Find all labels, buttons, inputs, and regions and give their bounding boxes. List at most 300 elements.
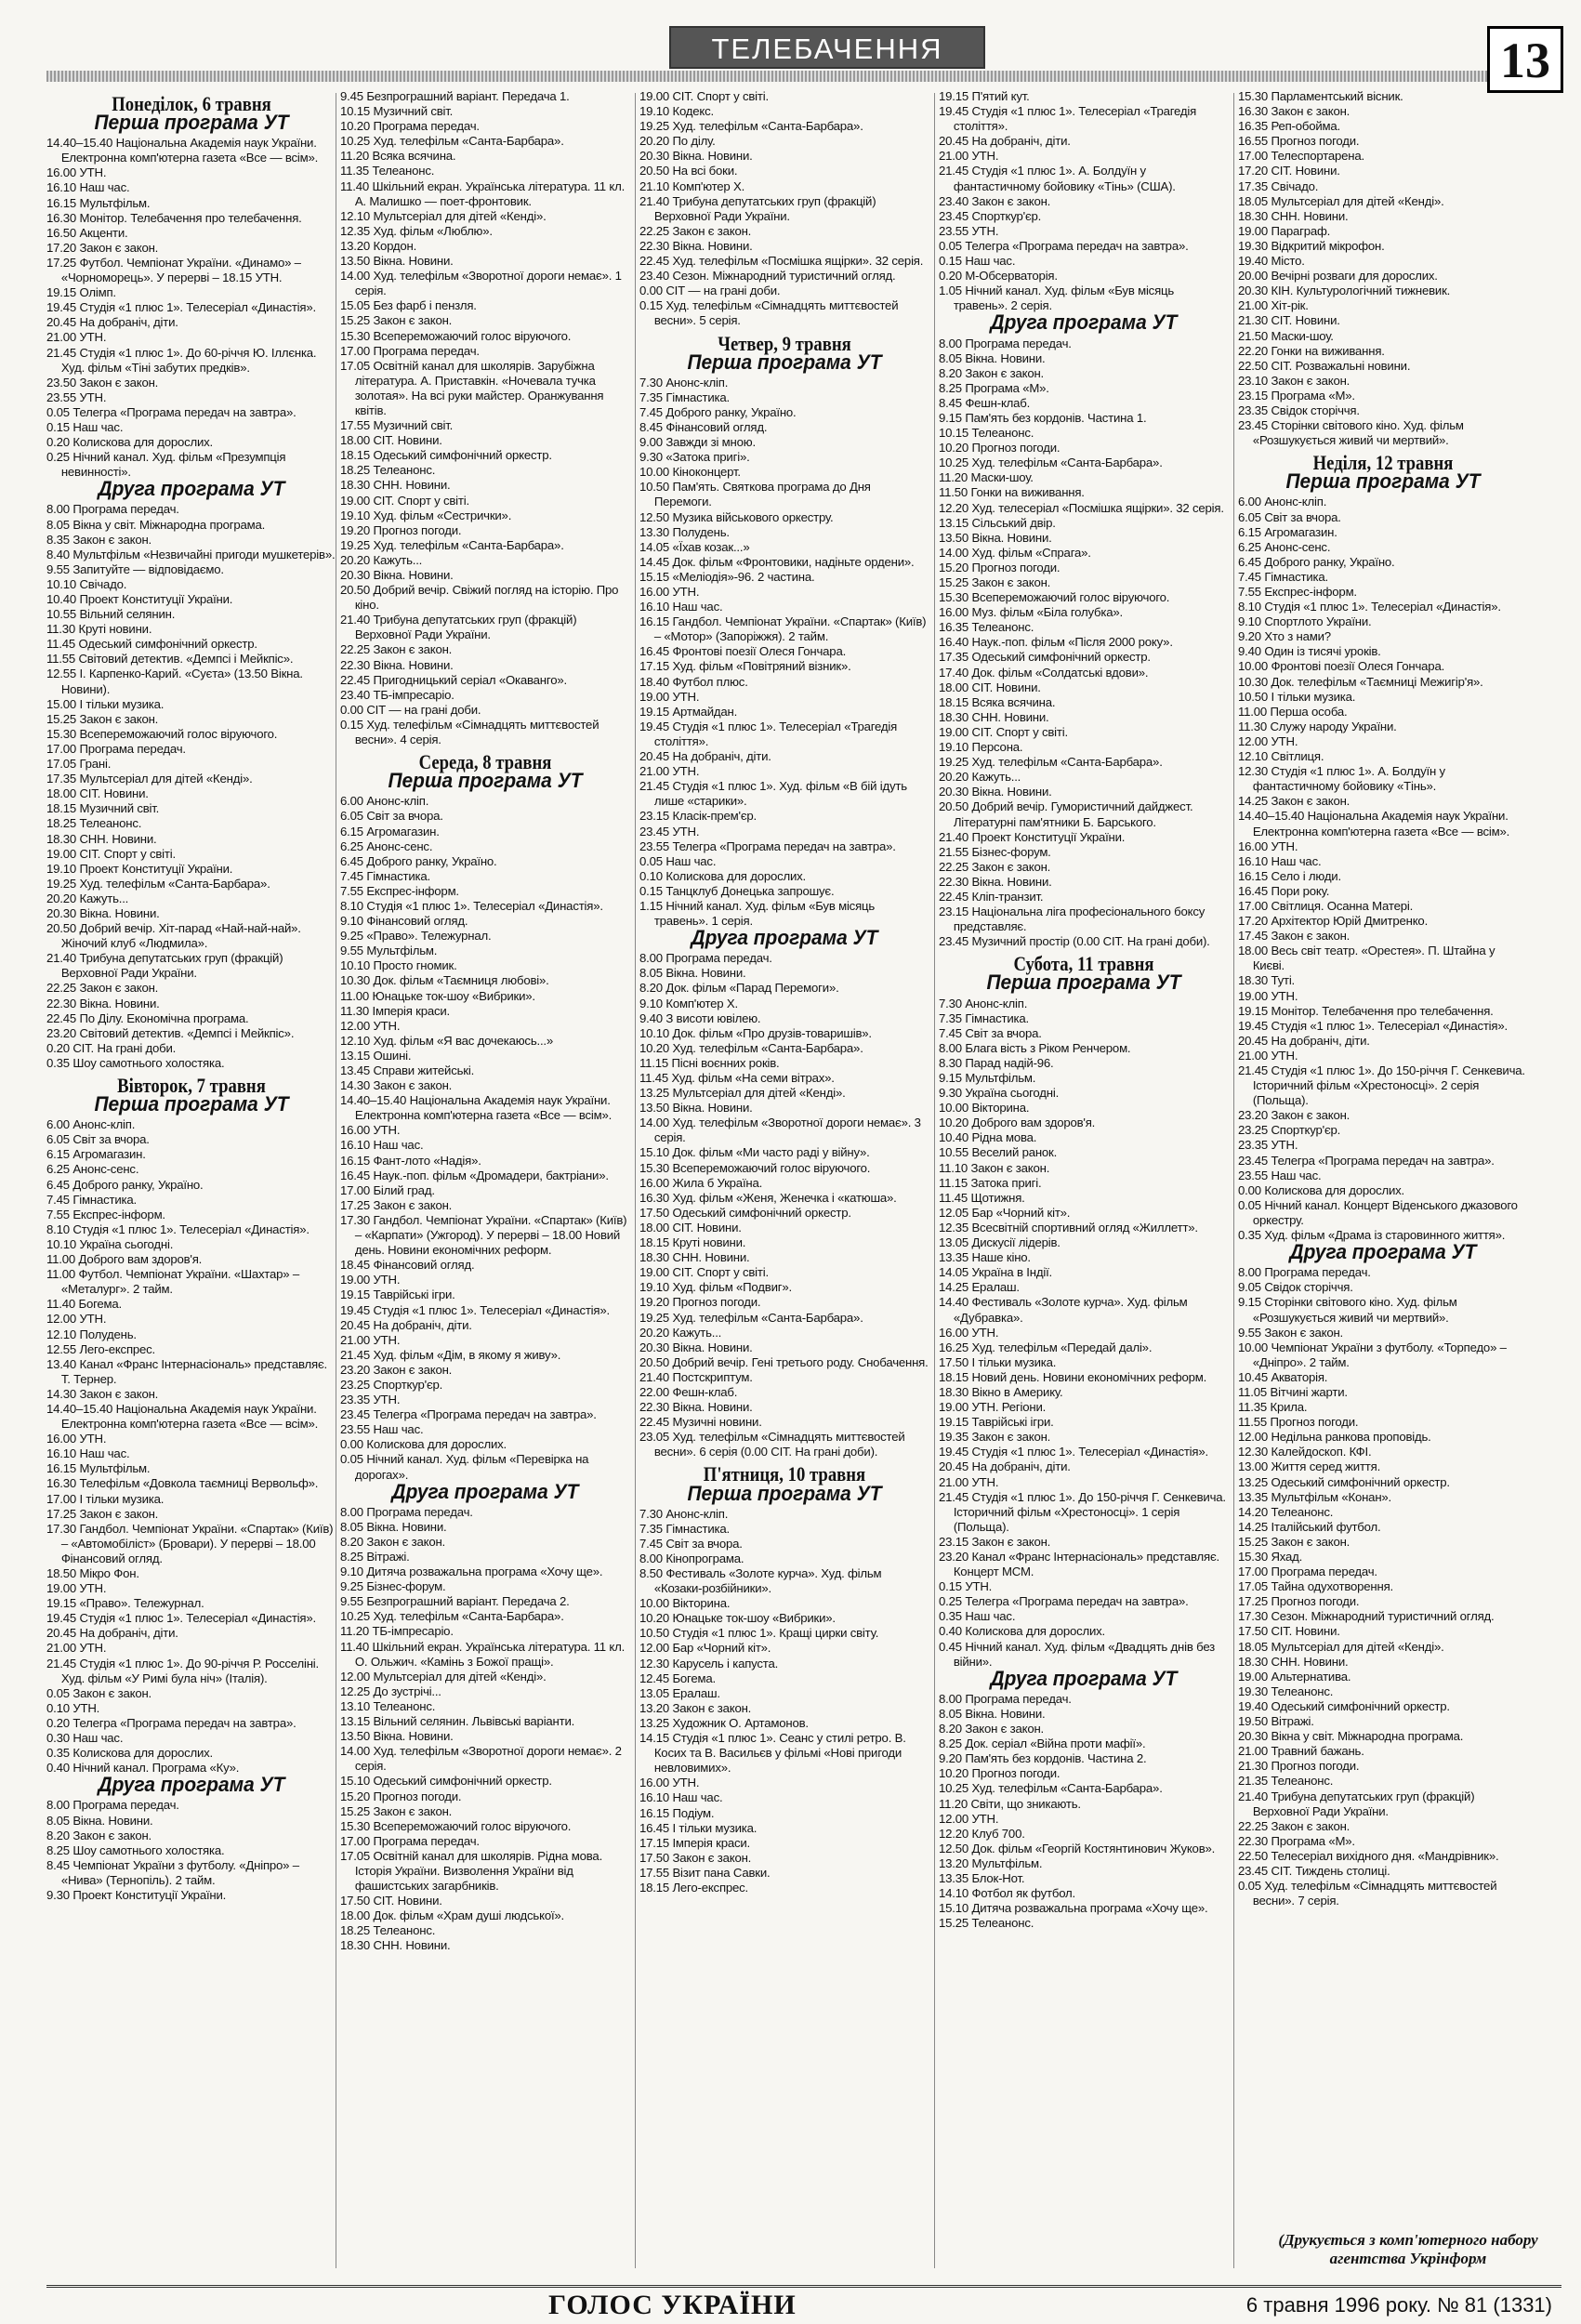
schedule-item: 0.35 Наш час. [939, 1609, 1016, 1624]
schedule-item: 21.00 УТН. [340, 1332, 401, 1347]
schedule-item: 23.20 Світовий детектив. «Демпсі і Мейкпіс». [46, 1025, 295, 1040]
schedule-item: 19.15 Олімп. [46, 285, 116, 300]
schedule-item: 23.15 Програма «М». [1238, 388, 1355, 403]
schedule-item: 23.45 СІТ. Тиждень столиці. [1238, 1863, 1390, 1878]
schedule-item: 16.40 Наук.-поп. фільм «Після 2000 року». [939, 635, 1173, 650]
schedule-item: 12.50 Музика військового оркестру. [639, 509, 834, 524]
schedule-item: 21.00 Хіт-рік. [1238, 298, 1309, 313]
schedule-item: 1.15 Нічний канал. Худ. фільм «Був місяць травень». 1 серія. [639, 898, 876, 929]
schedule-item: 10.10 Просто гномик. [340, 958, 457, 973]
schedule-item: 1.05 Нічний канал. Худ. фільм «Був місяць травень». 2 серія. [939, 284, 1175, 313]
schedule-item: 21.30 СІТ. Новини. [1238, 313, 1340, 328]
schedule-item: 10.50 Студія «1 плюс 1». Кращі цирки світу. [639, 1626, 879, 1641]
schedule-item: 0.10 УТН. [46, 1700, 100, 1715]
schedule-item: 18.30 СНН. Новини. [340, 1938, 451, 1953]
schedule-item: 10.00 Вікторина. [639, 1596, 731, 1611]
schedule-item: 13.00 Життя серед життя. [1238, 1459, 1381, 1474]
schedule-item: 20.50 На всі боки. [639, 164, 738, 178]
schedule-item: 8.00 Програма передач. [939, 1691, 1072, 1706]
schedule-item: 23.45 Сторінки світового кіно. Худ. фільм «Розшукується живий чи мертвий». [1238, 418, 1464, 448]
schedule-item: 8.45 Фінансовий огляд. [639, 419, 768, 434]
schedule-item: 9.30 Проект Конституції України. [46, 1887, 227, 1902]
schedule-item: 0.20 Колискова для дорослих. [46, 435, 214, 450]
schedule-item: 19.00 СІТ. Спорт у світі. [46, 846, 176, 861]
schedule-item: 16.30 Закон є закон. [1238, 104, 1350, 119]
schedule-item: 9.25 Бізнес-форум. [340, 1579, 446, 1594]
channel-heading: Перша програма УТ [986, 971, 1181, 995]
schedule-item: 15.25 Закон є закон. [939, 575, 1051, 589]
schedule-item: 6.00 Анонс-кліп. [46, 1117, 136, 1132]
schedule-item: 9.55 Безпрограшний варіант. Передача 2. [340, 1594, 570, 1609]
schedule-item: 18.30 СНН. Новини. [1238, 1654, 1349, 1669]
schedule-item: 10.25 Худ. телефільм «Санта-Барбара». [939, 1781, 1163, 1796]
schedule-item: 18.00 СІТ. Новини. [340, 433, 442, 448]
schedule-item: 0.25 Телегра «Програма передач на завтра». [939, 1594, 1189, 1609]
schedule-item: 15.10 Док. фільм «Ми часто раді у війну». [639, 1145, 870, 1160]
schedule-item: 10.15 Телеанонс. [939, 426, 1034, 441]
schedule-item: 15.25 Закон є закон. [46, 711, 159, 726]
schedule-item: 19.40 Одеський симфонічний оркестр. [1238, 1698, 1450, 1713]
schedule-item: 19.35 Закон є закон. [939, 1430, 1051, 1445]
schedule-item: 22.30 Вікна. Новини. [46, 996, 160, 1010]
schedule-item: 14.00 Худ. телефільм «Зворотної дороги немає». 1 серія. [340, 269, 622, 298]
schedule-item: 23.55 Наш час. [1238, 1168, 1322, 1182]
schedule-item: 8.05 Вікна у світ. Міжнародна програма. [46, 517, 266, 532]
schedule-item: 10.15 Музичний світ. [340, 104, 454, 119]
schedule-item: 23.50 Закон є закон. [46, 375, 159, 390]
schedule-item: 0.30 Наш час. [46, 1731, 124, 1746]
schedule-item: 17.20 СІТ. Новини. [1238, 164, 1340, 178]
schedule-item: 10.50 І тільки музика. [1238, 689, 1356, 704]
schedule-item: 19.25 Худ. телефільм «Санта-Барбара». [639, 1310, 863, 1325]
schedule-item: 17.00 Програма передач. [340, 1833, 480, 1848]
schedule-item: 21.00 УТН. [939, 1474, 999, 1489]
schedule-item: 7.30 Анонс-кліп. [639, 1506, 729, 1521]
schedule-item: 19.30 Відкритий мікрофон. [1238, 238, 1385, 253]
schedule-item: 18.25 Телеанонс. [340, 1923, 436, 1938]
schedule-item: 10.55 Веселий ранок. [939, 1145, 1058, 1160]
schedule-item: 22.30 Вікна. Новини. [939, 874, 1052, 889]
schedule-item: 6.05 Світ за вчора. [46, 1132, 150, 1147]
schedule-item: 13.35 Наше кіно. [939, 1250, 1031, 1265]
schedule-item: 17.30 Сезон. Міжнародний туристичний огляд. [1238, 1609, 1495, 1624]
schedule-item: 12.10 Мультсеріал для дітей «Кенді». [340, 208, 547, 223]
schedule-item: 22.50 СІТ. Розважальні новини. [1238, 358, 1411, 373]
schedule-item: 18.00 Док. фільм «Храм душі людської». [340, 1908, 565, 1923]
schedule-item: 16.00 УТН. [340, 1123, 401, 1138]
schedule-item: 22.20 Гонки на виживання. [1238, 343, 1385, 358]
schedule-item: 12.00 Мультсеріал для дітей «Кенді». [340, 1669, 547, 1684]
schedule-item: 0.45 Нічний канал. Худ. фільм «Двадцять днів без війни». [939, 1639, 1216, 1669]
schedule-item: 23.45 Телегра «Програма передач на завтра». [1238, 1153, 1495, 1168]
schedule-item: 22.50 Телесеріал вихідного дня. «Мандрівник». [1238, 1848, 1499, 1863]
schedule-item: 23.10 Закон є закон. [1238, 373, 1350, 388]
schedule-item: 20.20 Кажуть... [939, 770, 1021, 785]
schedule-item: 13.15 Ошині. [340, 1048, 412, 1063]
schedule-item: 20.30 Вікна. Новини. [939, 785, 1052, 799]
schedule-item: 9.10 Комп'ютер Х. [639, 996, 738, 1010]
schedule-item: 10.20 Худ. телефільм «Санта-Барбара». [639, 1040, 863, 1055]
schedule-item: 8.00 Програма передач. [1238, 1265, 1371, 1280]
schedule-item: 9.55 Закон є закон. [1238, 1325, 1344, 1340]
schedule-item: 10.45 Акваторія. [1238, 1369, 1328, 1384]
schedule-item: 8.00 Кінопрограма. [639, 1551, 744, 1565]
schedule-item: 12.30 Карусель і капуста. [639, 1656, 779, 1670]
schedule-item: 8.00 Програма передач. [639, 951, 772, 966]
schedule-item: 13.25 Художник О. Артамонов. [639, 1715, 809, 1730]
schedule-item: 0.15 Наш час. [46, 419, 124, 434]
schedule-item: 0.20 СІТ. На грані доби. [46, 1040, 177, 1055]
day-heading: Четвер, 9 травня [718, 331, 851, 355]
schedule-item: 16.55 Прогноз погоди. [1238, 134, 1360, 149]
schedule-item: 16.15 Село і люди. [1238, 868, 1341, 883]
schedule-item: 16.00 УТН. [939, 1325, 999, 1340]
schedule-item: 21.00 УТН. [1238, 1048, 1298, 1063]
schedule-item: 14.30 Закон є закон. [46, 1386, 159, 1401]
channel-heading: Друга програма УТ [98, 1773, 285, 1797]
schedule-item: 8.05 Вікна. Новини. [939, 1706, 1046, 1721]
schedule-item: 16.15 Фант-лото «Надія». [340, 1153, 481, 1168]
schedule-item: 12.55 Лего-експрес. [46, 1341, 156, 1356]
schedule-item: 6.15 Агромагазин. [1238, 524, 1337, 539]
schedule-item: 19.00 УТН. Регіони. [939, 1400, 1047, 1415]
schedule-item: 21.50 Маски-шоу. [1238, 328, 1334, 343]
schedule-item: 17.00 І тільки музика. [46, 1491, 165, 1506]
schedule-item: 17.00 Програма передач. [46, 741, 186, 756]
schedule-item: 11.45 Худ. фільм «На семи вітрах». [639, 1071, 835, 1085]
schedule-item: 16.45 Наук.-поп. фільм «Дромадери, бактріани». [340, 1168, 609, 1182]
schedule-item: 15.00 І тільки музика. [46, 696, 165, 711]
schedule-item: 0.05 Телегра «Програма передач на завтра». [46, 404, 296, 419]
schedule-item: 19.45 Студія «1 плюс 1». Телесеріал «Династія». [46, 1611, 316, 1626]
schedule-item: 15.30 Всепереможаючий голос віруючого. [340, 1818, 572, 1833]
schedule-item: 8.20 Закон є закон. [939, 365, 1045, 380]
schedule-item: 21.00 УТН. [46, 330, 107, 345]
schedule-item: 11.00 Футбол. Чемпіонат України. «Шахтар» – «Металург». 2 тайм. [46, 1267, 299, 1297]
schedule-item: 0.10 Колискова для дорослих. [639, 868, 807, 883]
schedule-item: 8.00 Програма передач. [939, 336, 1072, 350]
schedule-item: 16.00 УТН. [639, 1776, 700, 1790]
schedule-item: 7.55 Експрес-інформ. [340, 883, 459, 898]
schedule-item: 18.30 СНН. Новини. [46, 831, 157, 846]
schedule-item: 20.30 Вікна. Новини. [639, 1340, 753, 1354]
schedule-item: 21.45 Студія «1 плюс 1». До 150-річчя Г. Сенкевича. Історичний фільм «Хрестоносці». 2 серія (Польща). [1238, 1063, 1525, 1108]
column-divider [635, 93, 636, 2268]
schedule-item: 12.35 Всесвітній спортивний огляд «Жиллетт». [939, 1220, 1198, 1235]
schedule-item: 15.25 Закон є закон. [340, 313, 453, 328]
schedule-item: 10.30 Док. телефільм «Таємниці Межигір'я». [1238, 674, 1483, 689]
schedule-item: 16.35 Реп-обойма. [1238, 119, 1341, 134]
schedule-item: 8.00 Програма передач. [46, 502, 179, 517]
schedule-item: 14.40–15.40 Національна Академія наук України. Електронна комп'ютерна газета «Все — всім». [340, 1093, 613, 1123]
schedule-item: 23.40 Закон є закон. [939, 193, 1051, 208]
schedule-item: 14.00 Худ. телефільм «Зворотної дороги немає». 2 серія. [340, 1744, 622, 1774]
schedule-item: 19.45 Студія «1 плюс 1». Телесеріал «Династія». [46, 300, 316, 315]
schedule-item: 9.40 З висоти ювілею. [639, 1010, 761, 1025]
schedule-item: 15.20 Прогноз погоди. [340, 1789, 462, 1803]
schedule-item: 22.30 Програма «М». [1238, 1833, 1355, 1848]
schedule-item: 15.30 Всепереможаючий голос віруючого. [639, 1160, 871, 1175]
schedule-item: 9.05 Свідок сторіччя. [1238, 1280, 1353, 1295]
schedule-item: 19.10 Проект Конституції України. [46, 861, 233, 876]
schedule-item: 14.05 «Їхав козак...» [639, 539, 750, 554]
schedule-item: 16.45 Пори року. [1238, 883, 1330, 898]
page-number: 13 [1487, 26, 1563, 93]
schedule-item: 14.40–15.40 Національна Академія наук України. Електронна комп'ютерна газета «Все — всім». [1238, 809, 1510, 838]
schedule-item: 12.00 УТН. [340, 1018, 401, 1033]
schedule-item: 22.00 Фешн-клаб. [639, 1384, 738, 1399]
schedule-item: 23.15 Закон є закон. [939, 1534, 1051, 1549]
schedule-item: 16.50 Акценти. [46, 225, 128, 240]
schedule-item: 9.20 Пам'ять без кордонів. Частина 2. [939, 1751, 1147, 1766]
schedule-item: 11.40 Богема. [46, 1297, 122, 1312]
schedule-item: 11.15 Затока пригі. [939, 1175, 1042, 1190]
schedule-item: 17.20 Архітектор Юрій Дмитренко. [1238, 914, 1429, 929]
schedule-item: 0.40 Колискова для дорослих. [939, 1624, 1106, 1639]
schedule-item: 20.50 Добрий вечір. Свіжий погляд на історію. Про кіно. [340, 583, 619, 613]
schedule-item: 10.00 Кіноконцерт. [639, 465, 741, 480]
schedule-item: 17.50 І тільки музика. [939, 1354, 1057, 1369]
schedule-item: 11.20 ТБ-імпресаріо. [340, 1624, 454, 1639]
schedule-item: 18.30 СНН. Новини. [1238, 208, 1349, 223]
schedule-item: 17.35 Мультсеріал для дітей «Кенді». [46, 772, 253, 786]
schedule-item: 19.45 Студія «1 плюс 1». Телесеріал «Династія». [939, 1445, 1208, 1459]
schedule-item: 18.15 Круті новини. [639, 1235, 746, 1250]
day-heading: Середа, 8 травня [418, 750, 552, 774]
schedule-item: 19.00 УТН. [639, 689, 700, 704]
schedule-item: 23.45 Телегра «Програма передач на завтра». [340, 1407, 597, 1422]
schedule-item: 14.40 Фестиваль «Золоте курча». Худ. фільм «Дубравка». [939, 1295, 1188, 1325]
schedule-item: 15.15 «Меліодія»-96. 2 частина. [639, 569, 815, 584]
column-divider [934, 93, 935, 2268]
schedule-item: 13.50 Вікна. Новини. [939, 530, 1052, 545]
schedule-item: 20.50 Добрий вечір. Гені третього роду. Снобачення. [639, 1354, 929, 1369]
schedule-item: 23.40 Сезон. Міжнародний туристичний огляд. [639, 269, 896, 284]
schedule-item: 12.00 Бар «Чорний кіт». [639, 1641, 771, 1656]
channel-heading: Перша програма УТ [94, 1092, 289, 1116]
schedule-item: 21.45 Студія «1 плюс 1». До 150-річчя Г. Сенкевича. Історичний фільм «Хрестоносці». 1 серія (Польща). [939, 1489, 1226, 1534]
schedule-item: 7.45 Гімнастика. [340, 868, 430, 883]
masthead-rule [46, 71, 1561, 82]
schedule-item: 8.00 Блага вість з Рікoм Ренчером. [939, 1040, 1131, 1055]
schedule-item: 16.10 Наш час. [639, 1790, 723, 1805]
schedule-item: 8.20 Закон є закон. [340, 1534, 446, 1549]
schedule-item: 8.20 Док. фільм «Парад Перемоги». [639, 981, 839, 996]
schedule-item: 6.15 Агромагазин. [46, 1147, 146, 1162]
schedule-item: 0.20 М-Обсерваторія. [939, 269, 1058, 284]
schedule-item: 7.35 Гімнастика. [639, 390, 730, 404]
schedule-item: 10.20 Прогноз погоди. [939, 1766, 1061, 1781]
schedule-item: 20.20 Кажуть... [46, 891, 129, 905]
schedule-item: 20.45 На добраніч, діти. [639, 749, 771, 764]
schedule-item: 17.55 Музичний світ. [340, 418, 454, 433]
schedule-item: 8.45 Чемпіонат України з футболу. «Дніпро» – «Нива» (Тернопіль). 2 тайм. [46, 1857, 299, 1887]
schedule-item: 17.05 Освітній канал для школярів. Рідна мова. Історія України. Визволення України від фашистських загарбників. [340, 1848, 603, 1894]
schedule-item: 16.00 Муз. фільм «Біла голубка». [939, 605, 1123, 620]
schedule-item: 12.20 Клуб 700. [939, 1826, 1025, 1841]
schedule-item: 21.00 УТН. [46, 1641, 107, 1656]
schedule-item: 19.15 Артмайдан. [639, 704, 738, 719]
schedule-item: 18.30 Туті. [1238, 973, 1296, 988]
day-heading: Неділя, 12 травня [1312, 451, 1454, 475]
schedule-item: 7.45 Світ за вчора. [639, 1536, 743, 1551]
schedule-item: 12.30 Студія «1 плюс 1». А. Болдуїн у фантастичному бойовику «Тінь». [1238, 764, 1445, 794]
schedule-item: 9.25 «Право». Тележурнал. [340, 929, 492, 944]
schedule-item: 23.45 УТН. [639, 824, 700, 838]
channel-heading: Друга програма УТ [391, 1479, 579, 1503]
schedule-item: 18.30 СНН. Новини. [340, 478, 451, 493]
schedule-item: 7.30 Анонс-кліп. [639, 375, 729, 390]
schedule-item: 8.10 Студія «1 плюс 1». Телесеріал «Династія». [1238, 600, 1501, 614]
schedule-item: 18.00 СІТ. Новини. [639, 1220, 742, 1235]
schedule-item: 23.55 УТН. [939, 223, 999, 238]
schedule-item: 16.30 Худ. фільм «Женя, Женечка і «катюша». [639, 1190, 897, 1205]
schedule-item: 23.15 Класік-прем'єр. [639, 809, 757, 824]
schedule-item: 17.00 Білий град. [340, 1182, 435, 1197]
schedule-item: 22.45 Худ. телефільм «Посмішка ящірки». 32 серія. [639, 254, 924, 269]
schedule-item: 19.00 СІТ. Спорт у світі. [939, 724, 1068, 739]
channel-heading: Друга програма УТ [1289, 1240, 1477, 1264]
schedule-item: 15.05 Без фарб і пензля. [340, 298, 477, 313]
schedule-item: 19.25 Худ. телефільм «Санта-Барбара». [46, 876, 270, 891]
schedule-item: 13.35 Блок-Нот. [939, 1870, 1025, 1885]
schedule-item: 20.45 На добраніч, діти. [46, 315, 178, 330]
schedule-item: 13.15 Вільний селянин. Львівські варіанти. [340, 1714, 575, 1729]
schedule-item: 6.05 Світ за вчора. [340, 809, 443, 824]
schedule-item: 23.35 УТН. [340, 1393, 401, 1407]
schedule-item: 9.40 Один із тисячі уроків. [1238, 644, 1381, 659]
schedule-item: 0.00 Колискова для дорослих. [1238, 1182, 1405, 1197]
schedule-item: 22.25 Закон є закон. [46, 981, 159, 996]
schedule-item: 18.45 Фінансовий огляд. [340, 1258, 475, 1273]
schedule-item: 12.00 УТН. [46, 1312, 107, 1327]
schedule-item: 22.45 Музичні новини. [639, 1415, 762, 1430]
channel-heading: Перша програма УТ [1285, 469, 1481, 494]
schedule-item: 11.40 Шкільний екран. Українська література. 11 кл. А. Малишко — поет-фронтовик. [340, 178, 626, 208]
schedule-item: 16.15 Мультфільм. [46, 1461, 151, 1476]
schedule-item: 6.25 Анонс-сенс. [1238, 539, 1331, 554]
channel-heading: Друга програма УТ [990, 1666, 1178, 1690]
schedule-item: 7.45 Гімнастика. [1238, 569, 1328, 584]
channel-heading: Друга програма УТ [990, 310, 1178, 335]
schedule-item: 22.25 Закон є закон. [1238, 1818, 1350, 1833]
channel-heading: Друга програма УТ [691, 926, 878, 950]
schedule-item: 22.30 Вікна. Новини. [340, 657, 454, 672]
schedule-item: 13.10 Телеанонс. [340, 1698, 436, 1713]
schedule-item: 16.15 Подіум. [639, 1805, 715, 1820]
schedule-item: 6.45 Доброго ранку, Україно. [46, 1177, 204, 1192]
schedule-item: 19.10 Персона. [939, 740, 1023, 755]
schedule-item: 15.30 Парламентський вісник. [1238, 89, 1403, 103]
schedule-item: 16.35 Телеанонс. [939, 620, 1034, 635]
schedule-item: 18.40 Футбол плюс. [639, 674, 748, 689]
schedule-item: 13.45 Справи житейські. [340, 1063, 475, 1077]
schedule-item: 13.20 Мультфільм. [939, 1855, 1043, 1870]
schedule-item: 10.00 Вікторина. [939, 1101, 1030, 1116]
schedule-item: 23.35 Свідок сторіччя. [1238, 403, 1360, 417]
schedule-item: 21.00 УТН. [939, 149, 999, 164]
schedule-item: 11.00 Юнацьке ток-шоу «Вибрики». [340, 988, 535, 1003]
schedule-item: 7.35 Гімнастика. [639, 1521, 730, 1536]
schedule-item: 21.00 УТН. [639, 764, 700, 779]
schedule-item: 13.25 Мультсеріал для дітей «Кенді». [639, 1086, 846, 1101]
schedule-item: 8.05 Вікна. Новини. [46, 1813, 153, 1828]
schedule-item: 8.05 Вікна. Новини. [939, 350, 1046, 365]
schedule-item: 11.40 Шкільний екран. Українська література. 11 кл. О. Ольжич. «Камінь з Божої пращі». [340, 1639, 626, 1669]
schedule-item: 18.15 Одеський симфонічний оркестр. [340, 448, 552, 463]
schedule-item: 8.20 Закон є закон. [46, 1828, 152, 1842]
schedule-item: 23.45 Музичний простір (0.00 СІТ. На грані доби). [939, 934, 1210, 949]
schedule-item: 12.50 Док. фільм «Георгій Костянтинович Жуков». [939, 1841, 1216, 1855]
column-divider [1233, 93, 1234, 2268]
schedule-item: 17.25 Закон є закон. [340, 1197, 453, 1212]
schedule-item: 15.25 Закон є закон. [1238, 1534, 1350, 1549]
schedule-item: 18.15 Лего-експрес. [639, 1880, 749, 1895]
schedule-item: 10.25 Худ. телефільм «Санта-Барбара». [340, 1609, 564, 1624]
schedule-item: 18.30 Вікно в Америку. [939, 1384, 1063, 1399]
schedule-item: 9.45 Безпрограшний варіант. Передача 1. [340, 89, 570, 103]
schedule-item: 20.30 Вікна. Новини. [639, 149, 753, 164]
schedule-item: 17.00 Програма передач. [1238, 1565, 1377, 1579]
schedule-item: 11.35 Телеанонс. [340, 164, 435, 178]
schedule-item: 8.25 Док. серіал «Війна проти мафії». [939, 1736, 1146, 1751]
schedule-item: 13.20 Закон є закон. [639, 1700, 752, 1715]
schedule-item: 17.20 Закон є закон. [46, 240, 159, 255]
schedule-item: 9.15 Пам'ять без кордонів. Частина 1. [939, 410, 1147, 425]
schedule-item: 15.10 Одеський симфонічний оркестр. [340, 1774, 552, 1789]
schedule-item: 9.55 Запитуйте — відповідаємо. [46, 561, 224, 576]
schedule-item: 19.15 Монітор. Телебачення про телебачення. [1238, 1003, 1494, 1018]
schedule-item: 19.20 Прогноз погоди. [639, 1295, 761, 1310]
schedule-item: 8.25 Вітражі. [340, 1550, 410, 1564]
schedule-item: 19.15 Таврійські ігри. [939, 1415, 1054, 1430]
schedule-item: 21.45 Студія «1 плюс 1». До 90-річчя Р. Росселіні. Худ. фільм «У Римі була ніч» (Італія). [46, 1656, 319, 1685]
schedule-item: 8.45 Фешн-клаб. [939, 395, 1031, 410]
schedule-item: 19.45 Студія «1 плюс 1». Телесеріал «Династія». [340, 1302, 610, 1317]
schedule-item: 15.10 Дитяча розважальна програма «Хочу ще». [939, 1901, 1208, 1916]
schedule-item: 20.30 Вікна. Новини. [46, 905, 160, 920]
schedule-item: 6.25 Анонс-сенс. [340, 838, 433, 853]
schedule-item: 0.25 Нічний канал. Худ. фільм «Презумпція невинності». [46, 450, 286, 480]
schedule-item: 19.10 Худ. фільм «Подвиг». [639, 1280, 792, 1295]
schedule-item: 12.10 Полудень. [46, 1327, 137, 1341]
schedule-item: 8.40 Мультфільм «Незвичайні пригоди мушкетерів». [46, 547, 336, 561]
schedule-item: 10.50 Пам'ять. Святкова програма до Дня Перемоги. [639, 480, 871, 509]
schedule-item: 0.00 СІТ — на грані доби. [639, 284, 781, 298]
schedule-item: 10.40 Проект Конституції України. [46, 592, 233, 606]
schedule-item: 0.35 Худ. фільм «Драма із старовинного життя». [1238, 1228, 1506, 1243]
schedule-item: 21.40 Трибуна депутатських груп (фракцій) Верховної Ради України. [639, 193, 876, 223]
schedule-item: 17.50 СІТ. Новини. [340, 1894, 442, 1908]
schedule-item: 21.10 Комп'ютер Х. [639, 178, 745, 193]
schedule-item: 18.05 Мультсеріал для дітей «Кенді». [1238, 1639, 1444, 1654]
channel-heading: Перша програма УТ [687, 350, 882, 374]
schedule-item: 19.15 П'ятий кут. [939, 89, 1030, 103]
schedule-item: 13.40 Канал «Франс Інтернасіональ» представляє. Т. Тернер. [46, 1356, 327, 1386]
schedule-item: 11.05 Вітчині жарти. [1238, 1384, 1348, 1399]
schedule-item: 12.35 Худ. фільм «Люблю». [340, 223, 493, 238]
schedule-item: 11.45 Одеський симфонічний оркестр. [46, 637, 257, 652]
schedule-item: 17.40 Док. фільм «Солдатські вдови». [939, 665, 1149, 680]
schedule-item: 19.45 Студія «1 плюс 1». Телесеріал «Трагедія століття». [939, 104, 1197, 134]
column-5 [1238, 89, 1528, 2218]
schedule-item: 20.30 КІН. Культурологічний тижневик. [1238, 284, 1451, 298]
schedule-item: 21.40 Трибуна депутатських груп (фракцій) Верховної Ради України. [46, 951, 283, 981]
schedule-item: 20.45 На добраніч, діти. [939, 1459, 1071, 1474]
schedule-item: 20.30 Вікна. Новини. [340, 568, 454, 582]
schedule-item: 23.20 Закон є закон. [340, 1362, 453, 1377]
channel-heading: Друга програма УТ [98, 477, 285, 501]
